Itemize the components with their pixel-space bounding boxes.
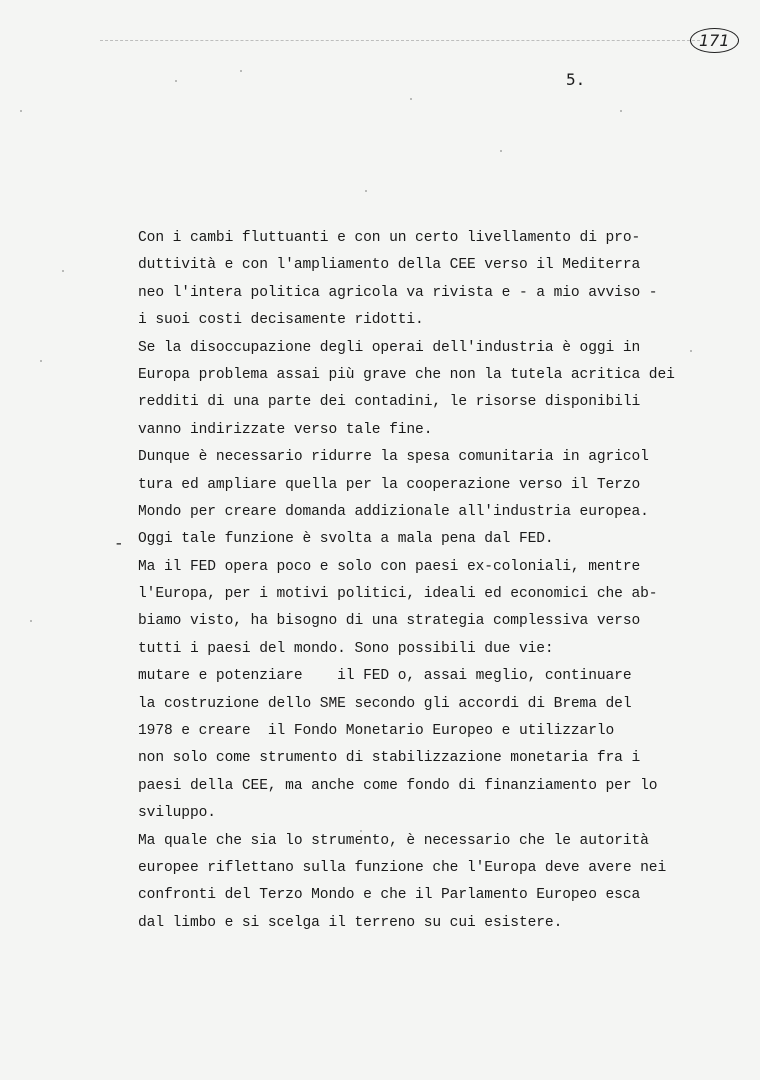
- text-line: Ma quale che sia lo strumento, è necessario che le autorità: [138, 832, 649, 849]
- text-line: confronti del Terzo Mondo e che il Parlamento Europeo esca: [138, 887, 641, 904]
- scan-speck: [410, 98, 412, 100]
- scan-speck: [690, 350, 692, 352]
- text-line: europee riflettano sulla funzione che l'Europa deve avere nei: [138, 859, 667, 876]
- text-line: i suoi costi decisamente ridotti.: [138, 312, 424, 329]
- text-line: non solo come strumento di stabilizzazione monetaria fra i: [138, 750, 641, 767]
- text-line: neo l'intera politica agricola va rivista e - a mio avviso -: [138, 284, 658, 301]
- scan-edge-line: [100, 40, 700, 41]
- text-line: redditi di una parte dei contadini, le risorse disponibili: [138, 394, 641, 411]
- scan-speck: [175, 80, 177, 82]
- text-line: la costruzione dello SME secondo gli accordi di Brema del: [138, 695, 632, 712]
- scan-speck: [360, 830, 362, 832]
- text-line: 1978 e creare il Fondo Monetario Europeo e utilizzarlo: [138, 723, 615, 740]
- scan-speck: [500, 150, 502, 152]
- page-number: 5.: [566, 70, 586, 89]
- scan-speck: [240, 70, 242, 72]
- text-line: l'Europa, per i motivi politici, ideali ed economici che ab-: [138, 586, 658, 603]
- scan-speck: [62, 270, 64, 272]
- archive-number-stamp: [690, 28, 739, 53]
- text-line: vanno indirizzate verso tale fine.: [138, 421, 433, 438]
- text-line: biamo visto, ha bisogno di una strategia complessiva verso: [138, 613, 641, 630]
- margin-mark: -: [114, 535, 124, 553]
- scan-speck: [620, 110, 622, 112]
- scan-speck: [40, 360, 42, 362]
- text-line: Dunque è necessario ridurre la spesa comunitaria in agricol: [138, 449, 649, 466]
- text-line: paesi della CEE, ma anche come fondo di finanziamento per lo: [138, 777, 658, 794]
- text-line: sviluppo.: [138, 805, 216, 822]
- text-line: Ma il FED opera poco e solo con paesi ex-coloniali, mentre: [138, 558, 641, 575]
- text-line: tura ed ampliare quella per la cooperazione verso il Terzo: [138, 476, 641, 493]
- text-line: tutti i paesi del mondo. Sono possibili due vie:: [138, 640, 554, 657]
- text-line: Se la disoccupazione degli operai dell'industria è oggi in: [138, 339, 641, 356]
- scan-speck: [20, 110, 22, 112]
- archive-number: 171: [690, 28, 739, 53]
- text-line: Europa problema assai più grave che non la tutela acritica dei: [138, 366, 675, 383]
- scan-speck: [365, 190, 367, 192]
- text-line: Oggi tale funzione è svolta a mala pena dal FED.: [138, 531, 554, 548]
- text-line: Mondo per creare domanda addizionale all'industria europea.: [138, 503, 649, 520]
- text-line: Con i cambi fluttuanti e con un certo livellamento di pro-: [138, 230, 641, 246]
- scan-speck: [30, 620, 32, 622]
- text-line: duttività e con l'ampliamento della CEE verso il Mediterra: [138, 257, 641, 274]
- text-line: mutare e potenziare il FED o, assai meglio, continuare: [138, 668, 632, 685]
- text-line: dal limbo e si scelga il terreno su cui esistere.: [138, 914, 563, 931]
- body-text: [138, 225, 738, 937]
